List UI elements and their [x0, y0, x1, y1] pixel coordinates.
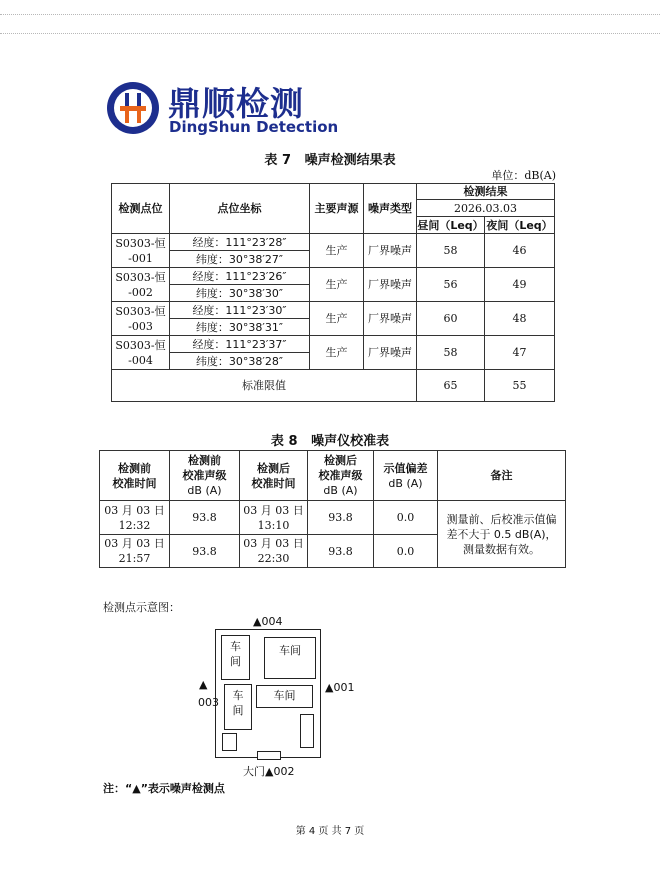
header-coord: 点位坐标	[170, 184, 310, 234]
point-003-label: 003	[198, 696, 219, 709]
header-night: 夜间（Leq）	[486, 218, 553, 232]
table-row	[112, 268, 555, 285]
source-cell: 生产	[310, 268, 364, 302]
logo-emblem-icon	[105, 80, 161, 136]
diagram-caption: 检测点示意图：	[103, 601, 180, 614]
post-level-cell: 93.8	[308, 535, 374, 568]
workshop-mid-left: 车 间	[224, 684, 252, 730]
day-value: 56	[417, 268, 485, 302]
header-type: 噪声类型	[364, 184, 417, 234]
header-deviation: 示值偏差 dB (A)	[374, 451, 438, 501]
source-cell: 生产	[310, 336, 364, 370]
longitude-cell: 经度：111°23′30″	[170, 302, 310, 319]
longitude-cell: 经度：111°23′37″	[170, 336, 310, 353]
latitude-cell: 纬度：30°38′30″	[170, 285, 310, 302]
latitude-cell: 纬度：30°38′28″	[170, 353, 310, 370]
logo-name-en: DingShun Detection	[169, 118, 339, 136]
type-cell: 厂界噪声	[364, 234, 417, 268]
longitude-cell: 经度：111°23′26″	[170, 268, 310, 285]
header-remark: 备注	[438, 451, 566, 501]
point-cell: S0303-恒 -003	[112, 302, 170, 336]
limit-row	[112, 370, 555, 402]
night-value: 47	[485, 336, 555, 370]
day-value: 58	[417, 234, 485, 268]
remark-cell: 测量前、后校准示值偏 差不大于 0.5 dB(A)， 测量数据有效。	[438, 501, 566, 568]
legend-note: 注：“▲”表示噪声检测点	[103, 782, 225, 795]
company-logo	[105, 80, 365, 140]
post-time-cell: 03 月 03 日 13:10	[240, 501, 308, 535]
night-value: 46	[485, 234, 555, 268]
latitude-cell: 纬度：30°38′31″	[170, 319, 310, 336]
table7-unit: 单位：dB(A)	[491, 169, 556, 182]
longitude-cell: 经度：111°23′28″	[170, 234, 310, 251]
point-003-marker: ▲	[199, 678, 208, 691]
night-value: 49	[485, 268, 555, 302]
post-time-cell: 03 月 03 日 22:30	[240, 535, 308, 568]
workshop-top-left: 车 间	[221, 635, 250, 680]
header-day: 昼间（Leq）	[417, 218, 484, 232]
table-row	[100, 501, 566, 535]
pre-time-cell: 03 月 03 日 12:32	[100, 501, 170, 535]
table8-title: 表 8 噪声仪校准表	[270, 434, 390, 449]
pre-level-cell: 93.8	[170, 501, 240, 535]
limit-day: 65	[417, 370, 485, 402]
top-dotted-line	[0, 14, 660, 15]
limit-night: 55	[485, 370, 555, 402]
type-cell: 厂界噪声	[364, 336, 417, 370]
latitude-cell: 纬度：30°38′27″	[170, 251, 310, 268]
point-cell: S0303-恒 -004	[112, 336, 170, 370]
day-value: 58	[417, 336, 485, 370]
workshop-mid-right: 车间	[256, 685, 313, 708]
day-value: 60	[417, 302, 485, 336]
table-row	[112, 302, 555, 319]
point-001-marker: ▲001	[325, 681, 355, 694]
header-pre-time: 检测前 校准时间	[100, 451, 170, 501]
header-point: 检测点位	[112, 184, 170, 234]
type-cell: 厂界噪声	[364, 268, 417, 302]
table7-title: 表 7 噪声检测结果表	[264, 153, 396, 168]
header-date: 2026.03.03	[417, 200, 555, 217]
logo-name-cn: 鼎顺检测	[168, 84, 304, 123]
header-post-time: 检测后 校准时间	[240, 451, 308, 501]
type-cell: 厂界噪声	[364, 302, 417, 336]
gate-icon	[257, 751, 281, 760]
source-cell: 生产	[310, 302, 364, 336]
header-post-level: 检测后 校准声级 dB (A)	[308, 451, 374, 501]
small-building-left	[222, 733, 237, 751]
header-pre-level: 检测前 校准声级 dB (A)	[170, 451, 240, 501]
page-number: 第 4 页 共 7 页	[295, 826, 365, 837]
source-cell: 生产	[310, 234, 364, 268]
table-row	[112, 234, 555, 251]
workshop-top-right: 车间	[264, 637, 316, 679]
point-cell: S0303-恒 -002	[112, 268, 170, 302]
header-source: 主要声源	[310, 184, 364, 234]
point-cell: S0303-恒 -001	[112, 234, 170, 268]
deviation-cell: 0.0	[374, 501, 438, 535]
calibration-table	[99, 450, 566, 568]
point-004-marker: ▲004	[253, 615, 283, 628]
limit-label: 标准限值	[112, 370, 417, 402]
night-value: 48	[485, 302, 555, 336]
gate-point-002-label: 大门▲002	[243, 765, 295, 778]
top-dotted-line-2	[0, 33, 660, 34]
pre-level-cell: 93.8	[170, 535, 240, 568]
post-level-cell: 93.8	[308, 501, 374, 535]
table-row	[112, 336, 555, 353]
small-building-right	[300, 714, 314, 748]
deviation-cell: 0.0	[374, 535, 438, 568]
header-result: 检测结果	[417, 184, 555, 200]
pre-time-cell: 03 月 03 日 21:57	[100, 535, 170, 568]
noise-result-table	[111, 183, 555, 402]
